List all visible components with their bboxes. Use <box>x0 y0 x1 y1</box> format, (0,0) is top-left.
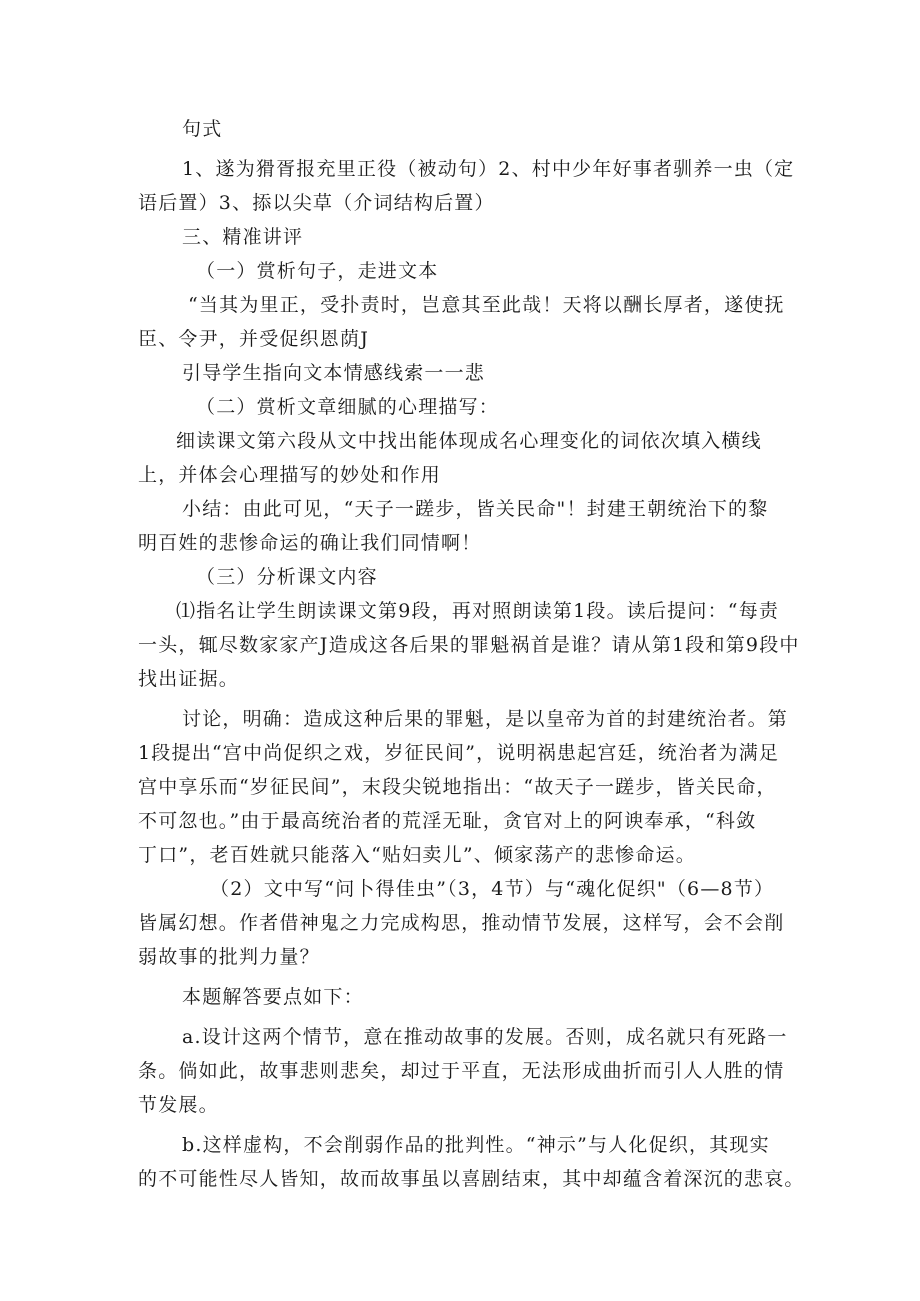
heading-sentence-patterns: 句式 <box>182 118 223 140</box>
answer-heading: 本题解答要点如下： <box>182 986 364 1008</box>
subsection-heading-1: （一）赏析句子，走进文本 <box>196 260 439 282</box>
summary-line: 小结：由此可见，“天子一蹉步，皆关民命"！封建王朝统治下的黎 <box>182 498 769 520</box>
paragraph-line: 引导学生指向文本情感线索一一悲 <box>182 362 486 384</box>
section-heading-3: 三、精准讲评 <box>182 226 304 248</box>
discussion-line: 不可忽也。”由于最高统治者的荒淫无耻，贪官对上的阿谀奉承，“科敛 <box>138 810 757 832</box>
question-line: ⑴指名让学生朗读课文第9段，再对照朗读第1段。读后提问：“每责 <box>176 600 780 622</box>
quote-line: 臣、令尹，并受促织恩荫J <box>138 328 370 350</box>
discussion-line: 丁口”，老百姓就只能落入“贴妇卖儿”、倾家荡产的悲惨命运。 <box>138 844 696 866</box>
paragraph-line: 语后置）3、掭以尖草（介词结构后置） <box>138 192 495 214</box>
paragraph-line: 1、遂为猾胥报充里正役（被动句）2、村中少年好事者驯养一虫（定 <box>182 158 795 180</box>
quote-line: “当其为里正，受扑责时，岂意其至此哉！天将以酬长厚者，遂使抚 <box>188 294 785 316</box>
question-line: 弱故事的批判力量？ <box>138 946 320 968</box>
subsection-heading-3: （三）分析课文内容 <box>196 566 378 588</box>
answer-point-b: 的不可能性尽人皆知，故而故事虽以喜剧结束，其中却蕴含着深沉的悲哀。 <box>138 1168 805 1190</box>
paragraph-line: 细读课文第六段从文中找出能体现成名心理变化的词依次填入横线 <box>176 430 762 452</box>
answer-point-b: b.这样虚构，不会削弱作品的批判性。“神示”与人化促织，其现实 <box>182 1134 770 1156</box>
paragraph-line: 上，并体会心理描写的妙处和作用 <box>138 464 442 486</box>
summary-line: 明百姓的悲惨命运的确让我们同情啊！ <box>138 532 482 554</box>
discussion-line: 宫中享乐而“岁征民间”，末段尖锐地指出：“故天子一蹉步，皆关民命， <box>138 776 777 798</box>
question-line: 找出证据。 <box>138 668 240 690</box>
answer-point-a: 节发展。 <box>138 1094 219 1116</box>
discussion-line: 1段提出“宫中尚促织之戏，岁征民间”，说明祸患起宫廷，统治者为满足 <box>138 742 780 764</box>
answer-point-a: a.设计这两个情节，意在推动故事的发展。否则，成名就只有死路一 <box>182 1026 788 1048</box>
subsection-heading-2: （二）赏析文章细腻的心理描写： <box>196 396 500 418</box>
question-line: 一头，辄尽数家家产J造成这各后果的罪魁祸首是谁？请从第1段和第9段中 <box>138 634 800 656</box>
answer-point-a: 条。倘如此，故事悲则悲矣，却过于平直，无法形成曲折而引人人胜的情 <box>138 1060 785 1082</box>
question-line: 皆属幻想。作者借神鬼之力完成构思，推动情节发展，这样写，会不会削 <box>138 912 785 934</box>
document-page <box>138 112 805 1196</box>
discussion-line: 讨论，明确：造成这种后果的罪魁，是以皇帝为首的封建统治者。第 <box>182 708 789 730</box>
question-line: （2）文中写“问卜得佳虫”（3，4节）与“魂化促织"（6—8节） <box>210 878 775 900</box>
